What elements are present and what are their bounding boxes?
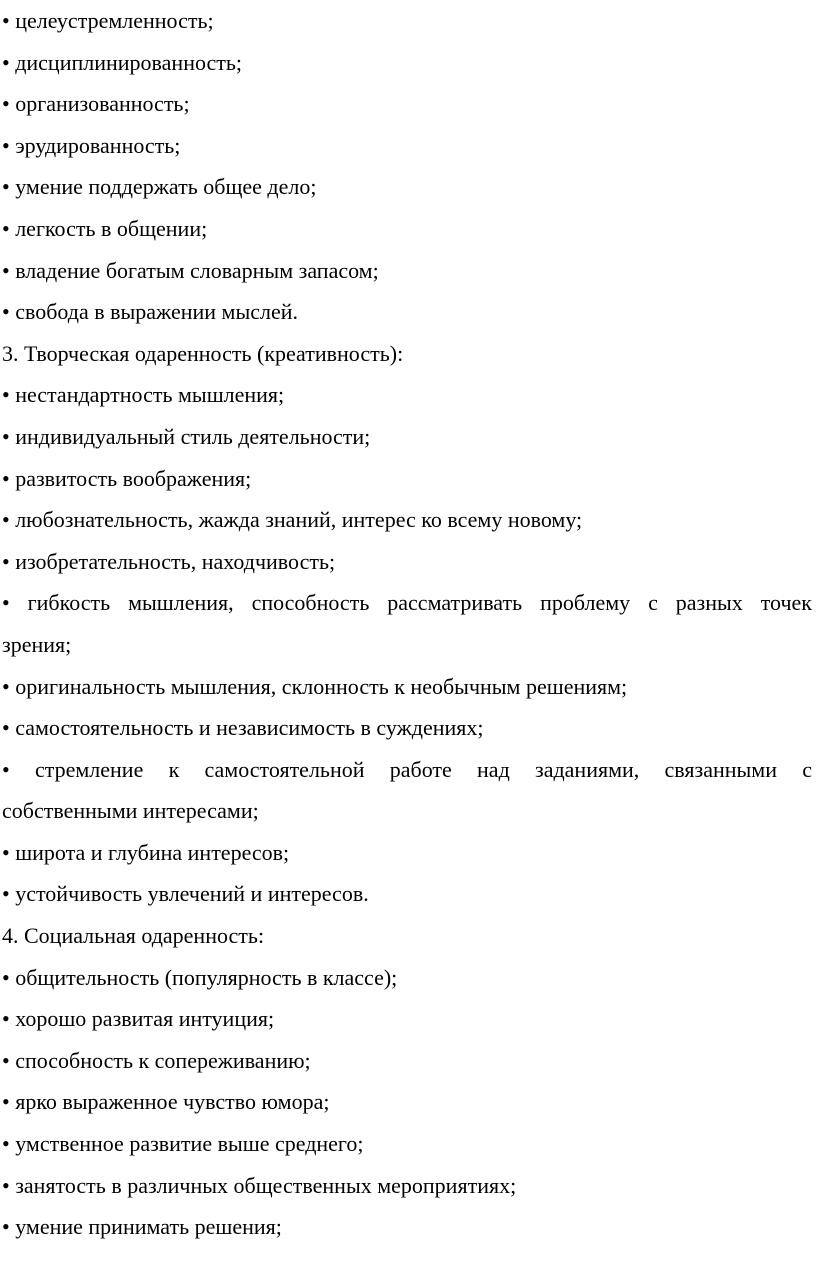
list-item: • умственное развитие выше среднего; — [2, 1131, 364, 1157]
list-item: • оригинальность мышления, склонность к необычным решениям; — [2, 673, 628, 699]
list-item: • организованность; — [2, 91, 190, 117]
list-item: • легкость в общении; — [2, 215, 208, 241]
list-item: • общительность (популярность в классе); — [2, 964, 398, 990]
list-item: • умение принимать решения; — [2, 1214, 282, 1240]
document-page — [2, 0, 814, 1248]
list-item-continuation: собственными интересами; — [2, 798, 259, 824]
list-item: • нестандартность мышления; — [2, 382, 285, 408]
list-item: • изобретательность, находчивость; — [2, 548, 336, 574]
list-item: • широта и глубина интересов; — [2, 839, 290, 865]
list-item: • любознательность, жажда знаний, интерес ко всему новому; — [2, 507, 583, 533]
list-item: • индивидуальный стиль деятельности; — [2, 423, 371, 449]
list-item: • владение богатым словарным запасом; — [2, 257, 379, 283]
list-item: • стремление к самостоятельной работе над заданиями, связанными с — [2, 756, 812, 782]
section-heading: 3. Творческая одаренность (креативность): — [2, 340, 404, 366]
list-item: • развитость воображения; — [2, 465, 252, 491]
list-item: • самостоятельность и независимость в суждениях; — [2, 715, 484, 741]
list-item: • гибкость мышления, способность рассматривать проблему с разных точек — [2, 590, 812, 616]
list-item: • хорошо развитая интуиция; — [2, 1006, 275, 1032]
list-item: • умение поддержать общее дело; — [2, 174, 317, 200]
list-item: • занятость в различных общественных мероприятиях; — [2, 1172, 517, 1198]
list-item: • дисциплинированность; — [2, 49, 243, 75]
list-item: • ярко выраженное чувство юмора; — [2, 1089, 330, 1115]
list-item: • способность к сопереживанию; — [2, 1047, 311, 1073]
list-item-continuation: зрения; — [2, 631, 72, 657]
list-item: • устойчивость увлечений и интересов. — [2, 881, 369, 907]
list-item: • свобода в выражении мыслей. — [2, 299, 299, 325]
section-heading: 4. Социальная одаренность: — [2, 923, 265, 949]
list-item: • целеустремленность; — [2, 8, 214, 33]
list-item: • эрудированность; — [2, 132, 181, 158]
